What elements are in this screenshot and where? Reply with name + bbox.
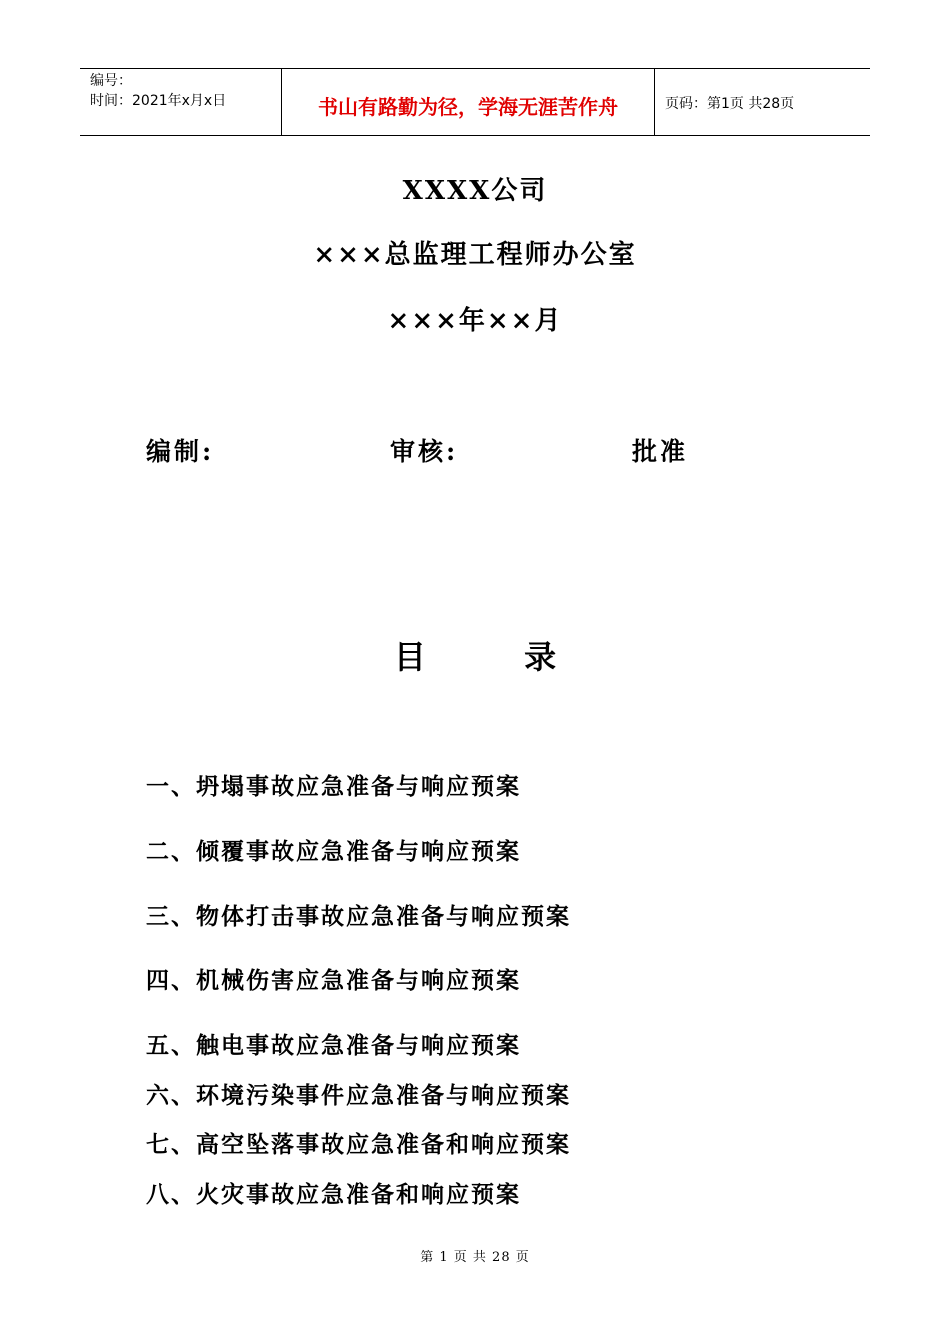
header-meta	[80, 69, 282, 135]
header-page-info: 页码：第1页 共28页	[665, 96, 795, 112]
page-footer: 第 1 页 共 28 页	[420, 1250, 530, 1265]
signature-row	[146, 432, 846, 472]
company-name: XXXX公司	[402, 176, 548, 206]
office-name: ×××总监理工程师办公室	[313, 240, 637, 270]
toc-title-right: 录	[524, 638, 557, 676]
document-date: 时间：2021年x月x日	[90, 93, 227, 109]
toc-item[interactable]: 三、物体打击事故应急准备与响应预案	[146, 903, 571, 930]
toc-title-left: 目	[393, 638, 426, 676]
approve-label: 批准	[632, 437, 689, 466]
page-header	[80, 68, 870, 136]
toc-item[interactable]: 二、倾覆事故应急准备与响应预案	[146, 838, 521, 865]
toc-title	[0, 632, 950, 678]
review-label: 审核:	[390, 437, 459, 466]
toc-item[interactable]: 四、机械伤害应急准备与响应预案	[146, 967, 521, 994]
document-number-label: 编号：	[90, 73, 132, 89]
header-motto-cell	[282, 69, 655, 135]
toc-item[interactable]: 七、高空坠落事故应急准备和响应预案	[146, 1131, 571, 1158]
toc-item[interactable]: 八、火灾事故应急准备和响应预案	[146, 1181, 521, 1208]
toc-item[interactable]: 五、触电事故应急准备与响应预案	[146, 1032, 521, 1059]
toc-item[interactable]: 六、环境污染事件应急准备与响应预案	[146, 1082, 571, 1109]
toc-item[interactable]: 一、坍塌事故应急准备与响应预案	[146, 773, 521, 800]
header-motto: 书山有路勤为径，学海无涯苦作舟	[318, 94, 618, 119]
cover-date: ×××年××月	[387, 306, 563, 336]
compile-label: 编制:	[146, 437, 215, 466]
